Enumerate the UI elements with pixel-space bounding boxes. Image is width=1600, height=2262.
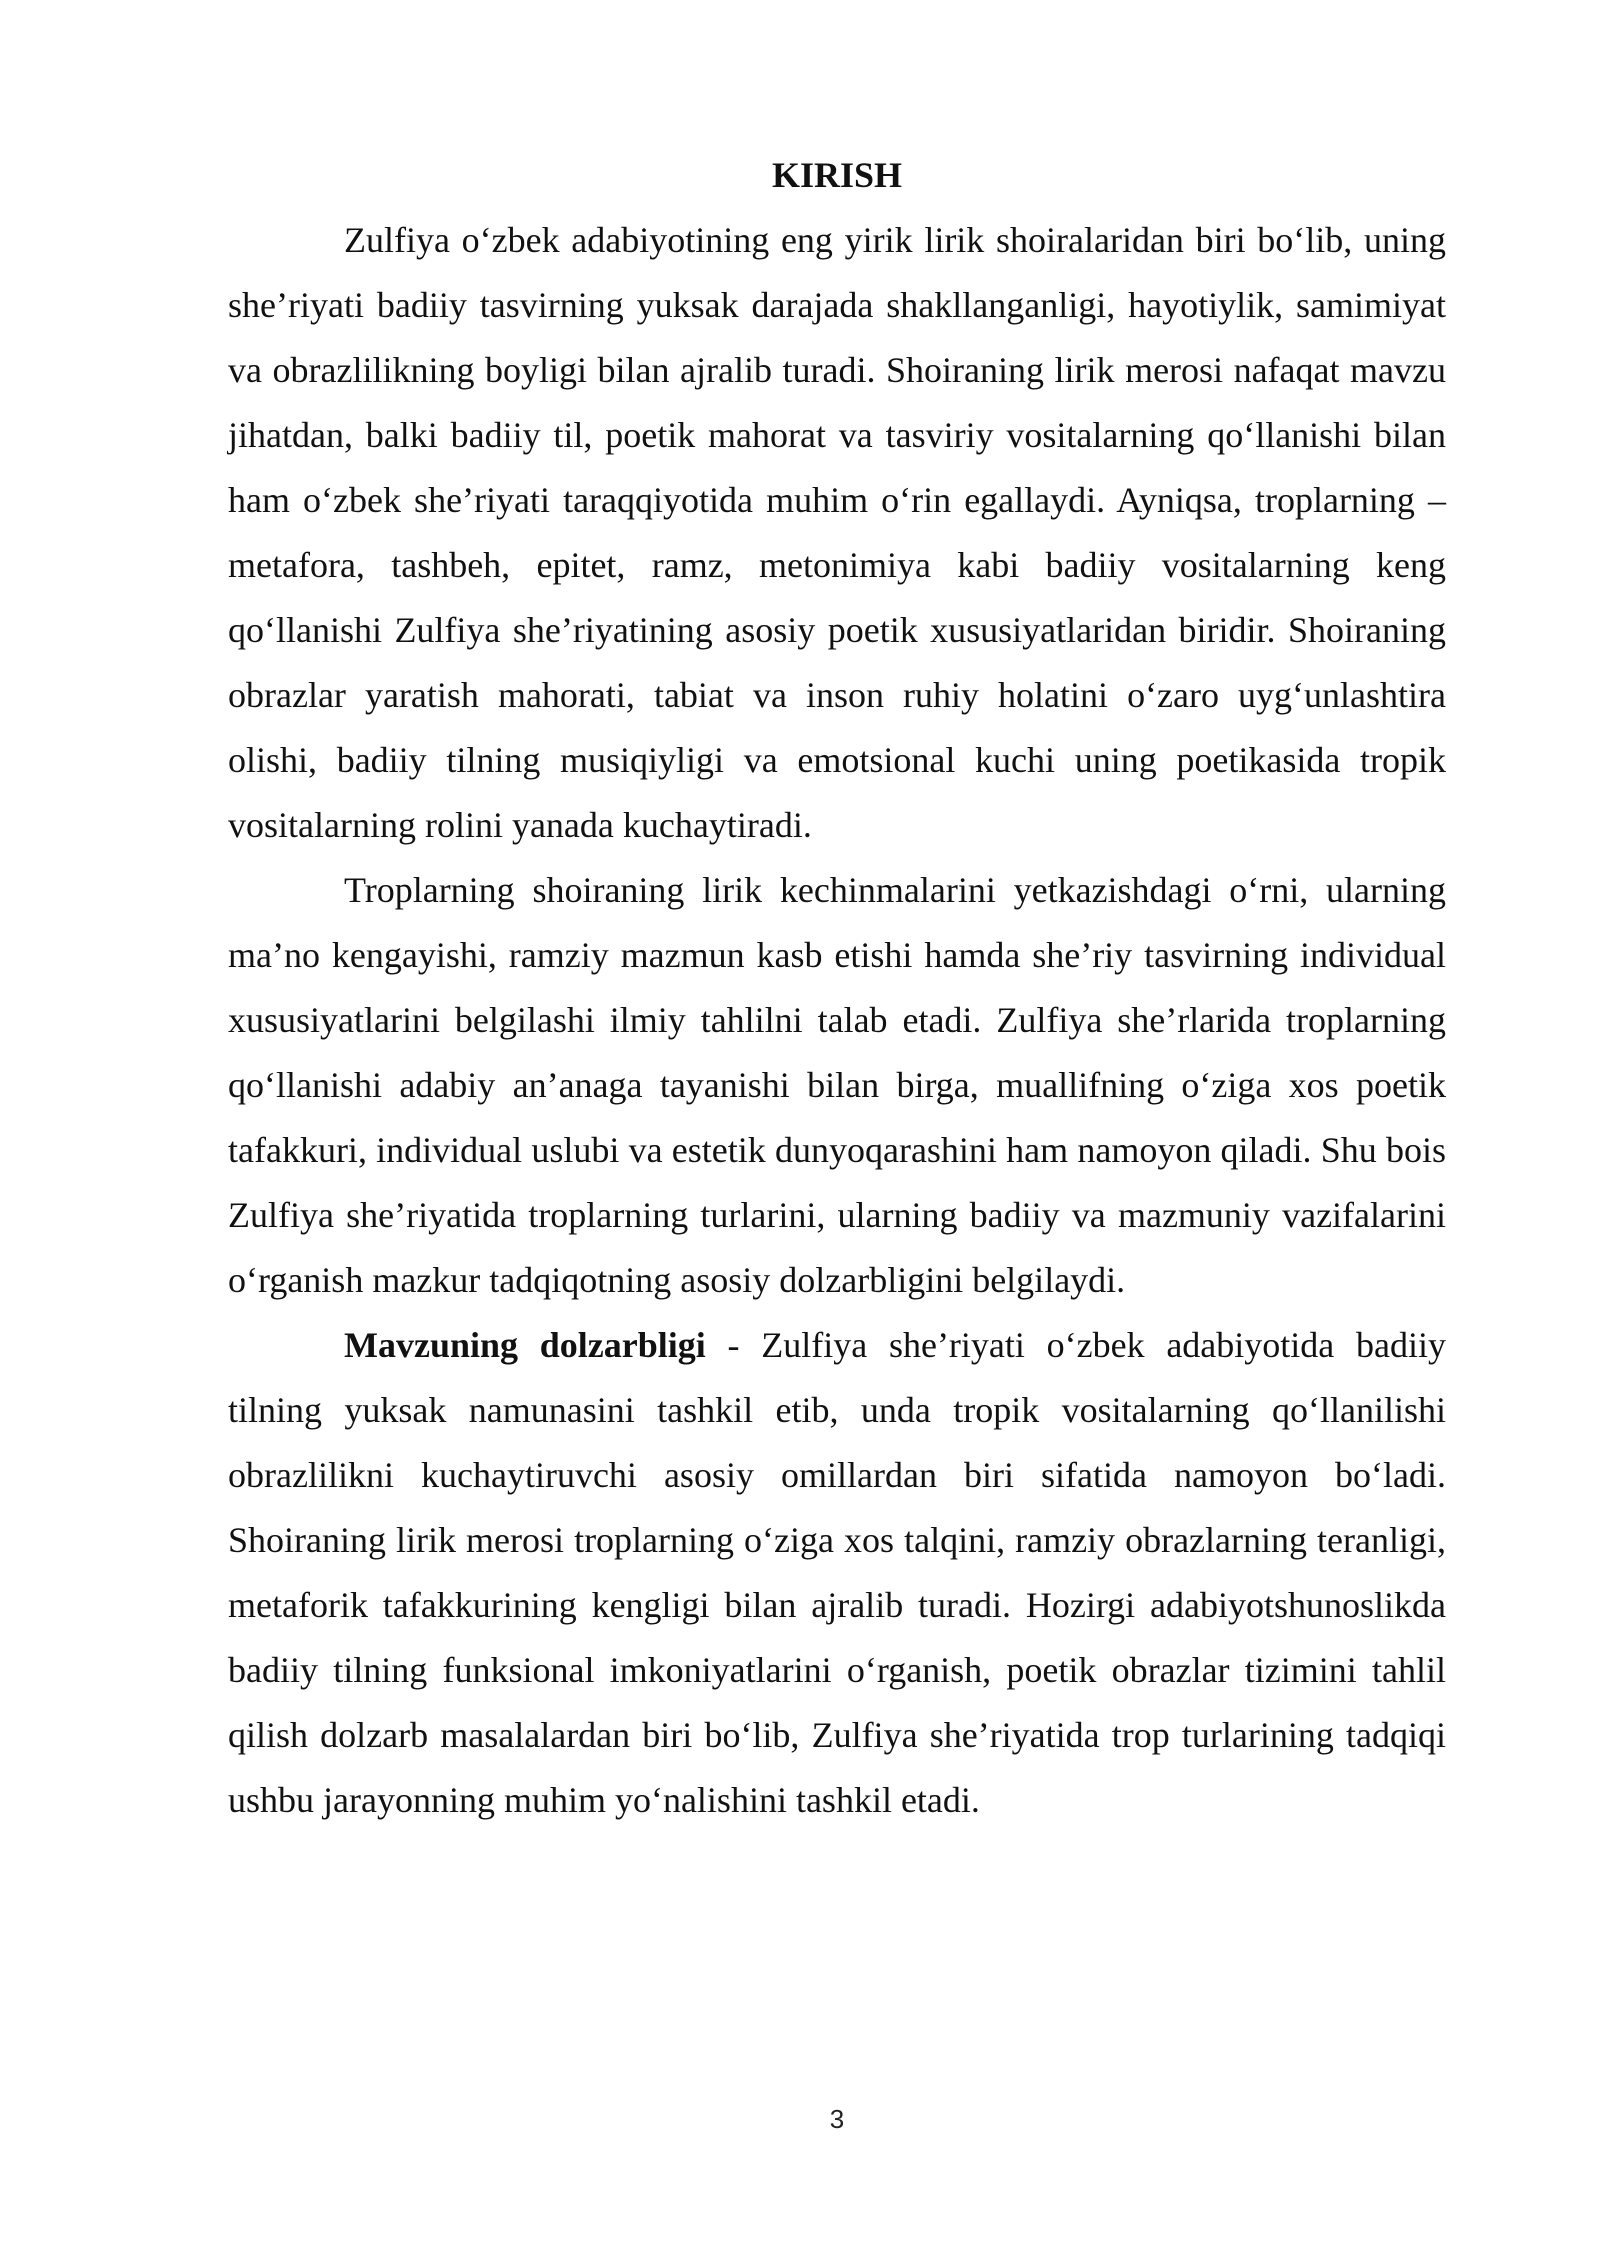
document-body [228, 208, 1446, 1833]
paragraph-2 [228, 858, 1446, 1313]
paragraph-1-text: Zulfiya o‘zbek adabiyotining eng yirik lirik shoiralaridan biri bo‘lib, uning she’riyati badiiy tasvirning yuksak darajada shakllanganligi, hayotiylik, samimiyat va obrazlilikning boyligi bilan ajralib turadi. Shoiraning lirik merosi nafaqat mavzu jihatdan, balki badiiy til, poetik mahorat va tasviriy vositalarning qo‘llanishi bilan ham o‘zbek she’riyati taraqqiyotida muhim o‘rin egallaydi. Ayniqsa, troplarning – metafora, tashbeh, epitet, ramz, metonimiya kabi badiiy vositalarning keng qo‘llanishi Zulfiya she’riyatining asosiy poetik xususiyatlaridan biridir. Shoiraning obrazlar yaratish mahorati, tabiat va inson ruhiy holatini o‘zaro uyg‘unlashtira olishi, badiiy tilning musiqiyligi va emotsional kuchi uning poetikasida tropik vositalarning rolini yanada kuchaytiradi. [228, 220, 1446, 845]
paragraph-2-text: Troplarning shoiraning lirik kechinmalarini yetkazishdagi o‘rni, ularning ma’no kengayishi, ramziy mazmun kasb etishi hamda she’riy tasvirning individual xususiyatlarini belgilashi ilmiy tahlilni talab etadi. Zulfiya she’rlarida troplarning qo‘llanishi adabiy an’anaga tayanishi bilan birga, muallifning o‘ziga xos poetik tafakkuri, individual uslubi va estetik dunyoqarashini ham namoyon qiladi. Shu bois Zulfiya she’riyatida troplarning turlarini, ularning badiiy va mazmuniy vazifalarini o‘rganish mazkur tadqiqotning asosiy dolzarbligini belgilaydi. [228, 870, 1446, 1300]
page-number: 3 [829, 2104, 845, 2134]
paragraph-3-lead: Mavzuning dolzarbligi [344, 1325, 706, 1365]
section-title: KIRISH [771, 155, 903, 195]
paragraph-3 [228, 1313, 1446, 1833]
paragraph-3-text: - Zulfiya she’riyati o‘zbek adabiyotida badiiy tilning yuksak namunasini tashkil etib, unda tropik vositalarning qo‘llanilishi obrazlilikni kuchaytiruvchi asosiy omillardan biri sifatida namoyon bo‘ladi. Shoiraning lirik merosi troplarning o‘ziga xos talqini, ramziy obrazlarning teranligi, metaforik tafakkurining kengligi bilan ajralib turadi. Hozirgi adabiyotshunoslikda badiiy tilning funksional imkoniyatlarini o‘rganish, poetik obrazlar tizimini tahlil qilish dolzarb masalalardan biri bo‘lib, Zulfiya she’riyatida trop turlarining tadqiqi ushbu jarayonning muhim yo‘nalishini tashkil etadi. [228, 1325, 1446, 1820]
paragraph-1 [228, 208, 1446, 858]
